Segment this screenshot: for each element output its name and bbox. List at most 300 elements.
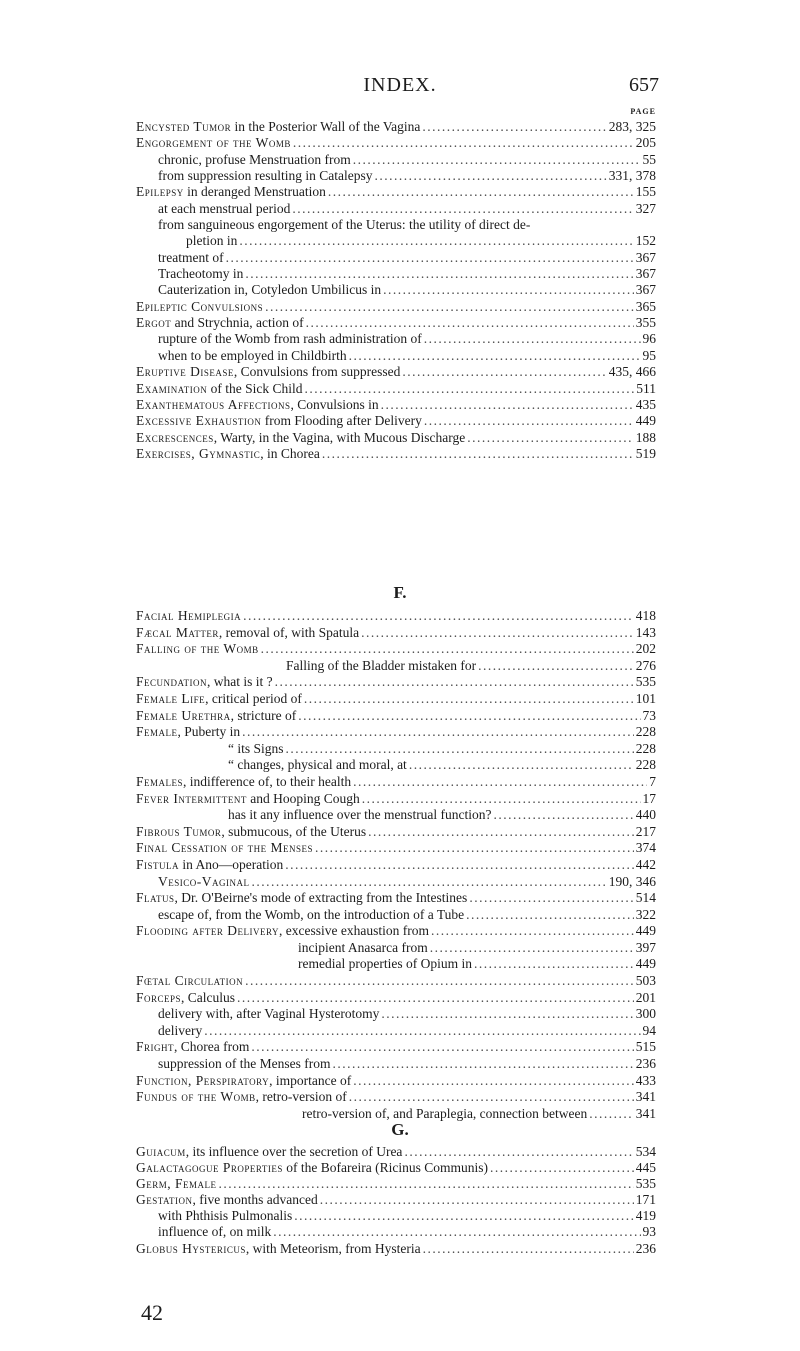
entry-page-ref: 445: [635, 1160, 656, 1176]
index-entry: [136, 741, 656, 758]
entry-heading: Fibrous Tumor: [136, 823, 222, 839]
dot-leader: [305, 381, 635, 397]
entry-text: [136, 446, 320, 462]
index-entry: [136, 266, 656, 282]
index-entry: [136, 1144, 656, 1160]
entry-text: [158, 282, 381, 298]
entry-page-ref: 155: [635, 184, 656, 200]
entry-text: [136, 774, 351, 791]
entry-page-ref: 367: [635, 282, 656, 298]
entry-page-ref: 228: [635, 740, 656, 756]
entry-text: [136, 824, 366, 841]
entry-heading: Engorgement of the Womb: [136, 135, 291, 151]
entry-text: [136, 184, 326, 200]
entry-text: [136, 890, 467, 907]
entry-heading: Facial Hemiplegia: [136, 608, 242, 623]
entry-text: [136, 923, 429, 940]
entry-subheading: in deranged Menstruation: [183, 184, 326, 200]
index-entry: [136, 824, 656, 841]
entry-page-ref: 367: [635, 266, 656, 282]
index-entry: [136, 397, 656, 413]
entry-subheading: and Strychnia, action of: [171, 315, 304, 331]
entry-subheading: , critical period of: [205, 690, 302, 706]
entry-page-ref: 152: [635, 233, 656, 249]
dot-leader: [474, 956, 634, 973]
entry-page-ref: 93: [642, 1224, 656, 1240]
entry-subheading: Cauterization in, Cotyledon Umbilicus in: [158, 282, 382, 298]
dot-leader: [265, 299, 634, 315]
index-entry: [136, 1176, 656, 1192]
index-entry: [136, 608, 656, 625]
entry-page-ref: 503: [635, 973, 656, 989]
dot-leader: [332, 1056, 633, 1073]
entry-heading: Final Cessation of the Menses: [136, 840, 314, 856]
dot-leader: [466, 907, 634, 924]
entry-page-ref: 435, 466: [608, 364, 656, 380]
index-entry: [136, 641, 656, 658]
dot-leader: [251, 1039, 633, 1056]
entry-subheading: , Calculus: [181, 989, 236, 1005]
entry-subheading: , its influence over the secretion of Urea: [185, 1144, 403, 1159]
index-entry: [136, 331, 656, 347]
entry-subheading: Vesico-Vaginal: [158, 873, 250, 889]
page-column-label: PAGE: [630, 107, 656, 116]
section-letter-g: G.: [391, 1120, 409, 1139]
entry-heading: Fright: [136, 1039, 175, 1055]
index-entry: [136, 674, 656, 691]
entry-text: [186, 233, 237, 249]
entry-heading: Excrescences: [136, 429, 214, 445]
entry-text: [298, 956, 472, 973]
index-entry: [136, 724, 656, 741]
entry-subheading: Tracheotomy in: [158, 266, 244, 282]
entry-page-ref: 419: [635, 1208, 656, 1224]
entry-text: [136, 430, 465, 446]
entry-subheading: delivery: [158, 1022, 203, 1038]
index-entry: [136, 791, 656, 808]
entry-heading: Fecundation: [136, 674, 208, 690]
entry-text: [158, 217, 530, 233]
entry-page-ref: 236: [635, 1056, 656, 1072]
entry-page-ref: 188: [635, 429, 656, 445]
dot-leader: [243, 608, 634, 625]
dot-leader: [368, 824, 634, 841]
entry-subheading: when to be employed in Childbirth: [158, 347, 347, 363]
index-entry: [136, 381, 656, 397]
entry-subheading: remedial properties of Opium in: [298, 956, 472, 972]
dot-leader: [494, 807, 634, 824]
dot-leader: [293, 135, 634, 151]
entry-subheading: from suppression resulting in Catalepsy: [158, 168, 373, 184]
entry-text: [158, 1224, 271, 1240]
dot-leader: [409, 757, 634, 774]
entry-page-ref: 433: [635, 1072, 656, 1088]
entry-subheading: “ its Signs: [228, 740, 284, 756]
entry-text: [136, 1160, 488, 1176]
index-entry: [136, 413, 656, 429]
entry-text: [158, 907, 464, 924]
dot-leader: [294, 1208, 633, 1224]
dot-leader: [286, 741, 634, 758]
entry-subheading: , removal of, with Spatula: [218, 624, 360, 640]
entry-page-ref: 435: [635, 396, 656, 412]
entry-text: [136, 1039, 249, 1056]
entry-page-ref: 283, 325: [608, 119, 656, 134]
entry-subheading: , Convulsions from suppressed: [233, 364, 401, 380]
index-entry: [136, 923, 656, 940]
index-entry: [136, 168, 656, 184]
entry-heading: Falling of the Womb: [136, 641, 259, 657]
dot-leader: [226, 250, 634, 266]
index-entry: [136, 135, 656, 151]
index-entry: [136, 184, 656, 200]
entry-heading: Fistula: [136, 856, 180, 872]
dot-leader: [424, 413, 634, 429]
entry-subheading: , Puberty in: [177, 724, 241, 740]
entry-heading: Epilepsy: [136, 184, 184, 200]
entry-text: [158, 1023, 202, 1040]
entry-heading: Examination: [136, 380, 208, 396]
index-entry: [136, 956, 656, 973]
index-entry: [136, 1023, 656, 1040]
dot-leader: [424, 331, 641, 347]
index-entry: [136, 857, 656, 874]
entry-subheading: Falling of the Bladder mistaken for: [286, 657, 477, 673]
index-entry: [136, 1006, 656, 1023]
dot-leader: [404, 1144, 633, 1160]
index-entry: [136, 990, 656, 1007]
section-letter-f: F.: [393, 583, 407, 602]
entry-subheading: , indifference of, to their health: [183, 773, 352, 789]
entry-text: [136, 1176, 217, 1192]
entry-subheading: , excessive exhaustion from: [279, 923, 429, 939]
index-entry: [136, 1208, 656, 1224]
dot-leader: [242, 724, 634, 741]
entry-text: [136, 1192, 318, 1208]
entry-heading: Fundus of the Womb: [136, 1089, 256, 1105]
index-entry: [136, 119, 656, 135]
entry-page-ref: 327: [635, 200, 656, 216]
entry-page-ref: 341: [635, 1105, 656, 1121]
dot-leader: [422, 119, 606, 135]
dot-leader: [353, 1073, 634, 1090]
entry-page-ref: 511: [636, 380, 656, 396]
entry-subheading: , what is it ?: [207, 674, 273, 690]
dot-leader: [381, 397, 634, 413]
index-entry: [136, 217, 656, 233]
entry-heading: Guiacum: [136, 1144, 186, 1159]
entry-page-ref: 95: [642, 347, 656, 363]
entry-page-ref: 534: [635, 1144, 656, 1159]
entry-page-ref: 440: [635, 807, 656, 823]
page-number: 657: [629, 74, 659, 96]
dot-leader: [349, 1089, 634, 1106]
entry-text: [136, 857, 283, 874]
entry-text: [286, 658, 476, 675]
dot-leader: [275, 674, 634, 691]
index-entry: [136, 315, 656, 331]
entry-subheading: , submucous, of the Uterus: [221, 823, 367, 839]
entry-page-ref: 535: [635, 674, 656, 690]
entry-subheading: chronic, profuse Menstruation from: [158, 151, 351, 167]
entry-page-ref: 322: [635, 906, 656, 922]
entry-subheading: suppression of the Menses from: [158, 1056, 331, 1072]
entry-page-ref: 418: [635, 608, 656, 623]
entry-page-ref: 535: [635, 1176, 656, 1192]
entry-text: [158, 348, 347, 364]
entry-subheading: , Warty, in the Vagina, with Mucous Discharge: [213, 429, 466, 445]
dot-leader: [245, 973, 634, 990]
entry-text: [136, 708, 296, 725]
entry-page-ref: 190, 346: [608, 873, 656, 889]
signature-mark: 42: [141, 1300, 163, 1325]
entry-page-ref: 217: [635, 823, 656, 839]
entry-text: [136, 724, 240, 741]
entry-page-ref: 55: [642, 151, 656, 167]
entry-page-ref: 367: [635, 249, 656, 265]
dot-leader: [219, 1176, 634, 1192]
entry-page-ref: 519: [635, 445, 656, 461]
entry-text: [158, 1208, 292, 1224]
index-entry: [136, 364, 656, 380]
entry-subheading: treatment of: [158, 249, 224, 265]
entry-heading: Fæcal Matter: [136, 624, 219, 640]
entry-page-ref: 449: [635, 413, 656, 429]
dot-leader: [298, 708, 640, 725]
entry-text: [228, 741, 284, 758]
dot-leader: [478, 658, 634, 675]
dot-leader: [252, 874, 607, 891]
index-entry: [136, 152, 656, 168]
entry-text: [136, 791, 360, 808]
entry-heading: Female Life: [136, 690, 206, 706]
entry-text: [136, 674, 273, 691]
entry-text: [298, 940, 428, 957]
entry-subheading: of the Sick Child: [207, 380, 303, 396]
entry-heading: Eruptive Disease: [136, 364, 234, 380]
index-entry: [136, 658, 656, 675]
entry-page-ref: 236: [635, 1240, 656, 1256]
entry-subheading: and Hooping Cough: [246, 790, 360, 806]
dot-leader: [349, 348, 641, 364]
entry-page-ref: 73: [642, 707, 656, 723]
dot-leader: [431, 923, 634, 940]
dot-leader: [306, 315, 634, 331]
dot-leader: [292, 201, 633, 217]
index-entry: [136, 1241, 656, 1257]
running-header: [0, 74, 800, 104]
entry-text: [136, 413, 422, 429]
index-entry: [136, 201, 656, 217]
entry-heading: Exercises, Gymnastic: [136, 445, 261, 461]
entry-page-ref: 331, 378: [608, 168, 656, 184]
entry-page-ref: 515: [635, 1039, 656, 1055]
entry-text: [136, 299, 263, 315]
dot-leader: [374, 168, 606, 184]
index-entry: [136, 430, 656, 446]
index-entry: [136, 807, 656, 824]
dot-leader: [383, 282, 634, 298]
dot-leader: [402, 364, 606, 380]
entry-text: [136, 641, 259, 658]
index-entry: [136, 1056, 656, 1073]
entry-subheading: “ changes, physical and moral, at: [228, 757, 407, 773]
entry-text: [136, 119, 420, 135]
index-section-f: [136, 608, 656, 1122]
index-entry: [136, 840, 656, 857]
entry-subheading: at each menstrual period: [158, 200, 291, 216]
index-entry: [136, 233, 656, 249]
entry-heading: Females: [136, 773, 184, 789]
entry-heading: Gestation: [136, 1192, 193, 1208]
dot-leader: [237, 990, 634, 1007]
entry-subheading: , retro-version of: [255, 1089, 347, 1105]
dot-leader: [490, 1160, 634, 1176]
entry-page-ref: 205: [635, 135, 656, 151]
entry-subheading: pletion in: [186, 233, 238, 249]
entry-heading: Fever Intermittent: [136, 790, 247, 806]
index-entry: [136, 250, 656, 266]
entry-page-ref: 201: [635, 989, 656, 1005]
entry-subheading: from Flooding after Delivery: [261, 413, 422, 429]
entry-heading: Galactagogue Properties: [136, 1160, 283, 1176]
entry-subheading: from sanguineous engorgement of the Uterus: the utility of direct de-: [158, 217, 531, 233]
entry-text: [158, 1006, 379, 1023]
index-entry: [136, 1039, 656, 1056]
entry-text: [136, 1089, 347, 1106]
entry-text: [158, 266, 243, 282]
entry-subheading: of the Bofareira (Ricinus Communis): [282, 1160, 488, 1176]
entry-subheading: has it any influence over the menstrual function?: [228, 807, 492, 823]
entry-heading: Germ, Female: [136, 1176, 217, 1192]
entry-subheading: influence of, on milk: [158, 1224, 272, 1240]
index-entry: [136, 691, 656, 708]
entry-subheading: , in Chorea: [260, 445, 320, 461]
entry-page-ref: 96: [642, 331, 656, 347]
dot-leader: [239, 233, 633, 249]
dot-leader: [467, 430, 633, 446]
entry-heading: Encysted Tumor: [136, 119, 232, 134]
entry-text: [136, 381, 303, 397]
entry-subheading: , five months advanced: [192, 1192, 318, 1208]
dot-leader: [315, 840, 634, 857]
entry-text: [136, 1241, 421, 1257]
entry-subheading: incipient Anasarca from: [298, 939, 428, 955]
entry-text: [136, 397, 379, 413]
entry-page-ref: 442: [635, 856, 656, 872]
dot-leader: [273, 1224, 640, 1240]
entry-subheading: , importance of: [269, 1072, 352, 1088]
entry-text: [136, 364, 400, 380]
entry-text: [136, 840, 313, 857]
index-entry: [136, 625, 656, 642]
entry-heading: Excessive Exhaustion: [136, 413, 262, 429]
entry-subheading: in Ano—operation: [179, 856, 284, 872]
entry-page-ref: 374: [635, 840, 656, 856]
index-section-g: [136, 1144, 656, 1257]
index-entry: [136, 774, 656, 791]
entry-page-ref: 449: [635, 956, 656, 972]
index-entry: [136, 940, 656, 957]
entry-text: [136, 973, 243, 990]
index-entry: [136, 1073, 656, 1090]
entry-text: [136, 135, 291, 151]
entry-page-ref: 228: [635, 724, 656, 740]
entry-page-ref: 276: [635, 657, 656, 673]
dot-leader: [304, 691, 634, 708]
entry-heading: Exanthematous Affections: [136, 396, 291, 412]
entry-text: [136, 990, 235, 1007]
entry-page-ref: 397: [635, 939, 656, 955]
entry-text: [158, 331, 422, 347]
index-entry: [136, 907, 656, 924]
entry-page-ref: 300: [635, 1006, 656, 1022]
page-title: INDEX.: [363, 74, 437, 96]
entry-page-ref: 202: [635, 641, 656, 657]
entry-subheading: , Dr. O'Beirne's mode of extracting from the Intestines: [174, 890, 468, 906]
entry-page-ref: 171: [635, 1192, 656, 1208]
index-entry: [136, 757, 656, 774]
dot-leader: [353, 152, 641, 168]
entry-heading: Flatus: [136, 890, 175, 906]
index-entry: [136, 282, 656, 298]
entry-heading: Female Urethra: [136, 707, 231, 723]
dot-leader: [430, 940, 634, 957]
index-entry: [136, 973, 656, 990]
entry-subheading: in the Posterior Wall of the Vagina: [231, 119, 421, 134]
entry-text: [136, 625, 359, 642]
entry-text: [158, 201, 290, 217]
entry-page-ref: 514: [635, 890, 656, 906]
entry-page-ref: 341: [635, 1089, 656, 1105]
index-entry: [136, 874, 656, 891]
entry-heading: Function, Perspiratory: [136, 1072, 270, 1088]
entry-text: [158, 152, 351, 168]
entry-subheading: rupture of the Womb from rash administration of: [158, 331, 422, 347]
dot-leader: [261, 641, 634, 658]
entry-text: [136, 1144, 402, 1160]
dot-leader: [362, 791, 641, 808]
index-entry: [136, 1224, 656, 1240]
index-entry: [136, 446, 656, 462]
entry-heading: Globus Hystericus: [136, 1240, 246, 1256]
entry-subheading: , with Meteorism, from Hysteria: [245, 1240, 421, 1256]
dot-leader: [353, 774, 647, 791]
entry-text: [136, 315, 304, 331]
entry-subheading: , Chorea from: [174, 1039, 250, 1055]
entry-text: [228, 807, 492, 824]
index-entry: [136, 348, 656, 364]
index-entry: [136, 1089, 656, 1106]
index-entry: [136, 890, 656, 907]
index-entry: [136, 1192, 656, 1208]
dot-leader: [469, 890, 633, 907]
index-entry: [136, 1160, 656, 1176]
entry-subheading: retro-version of, and Paraplegia, connection between: [302, 1105, 588, 1121]
entry-subheading: , Convulsions in: [290, 396, 379, 412]
dot-leader: [285, 857, 633, 874]
entry-text: [158, 168, 372, 184]
dot-leader: [361, 625, 634, 642]
dot-leader: [245, 266, 633, 282]
entry-page-ref: 365: [635, 298, 656, 314]
entry-heading: Forceps: [136, 989, 182, 1005]
entry-subheading: with Phthisis Pulmonalis: [158, 1208, 293, 1224]
entry-heading: Epileptic Convulsions: [136, 298, 264, 314]
entry-heading: Ergot: [136, 315, 172, 331]
dot-leader: [423, 1241, 634, 1257]
index-section-e: [136, 119, 656, 462]
